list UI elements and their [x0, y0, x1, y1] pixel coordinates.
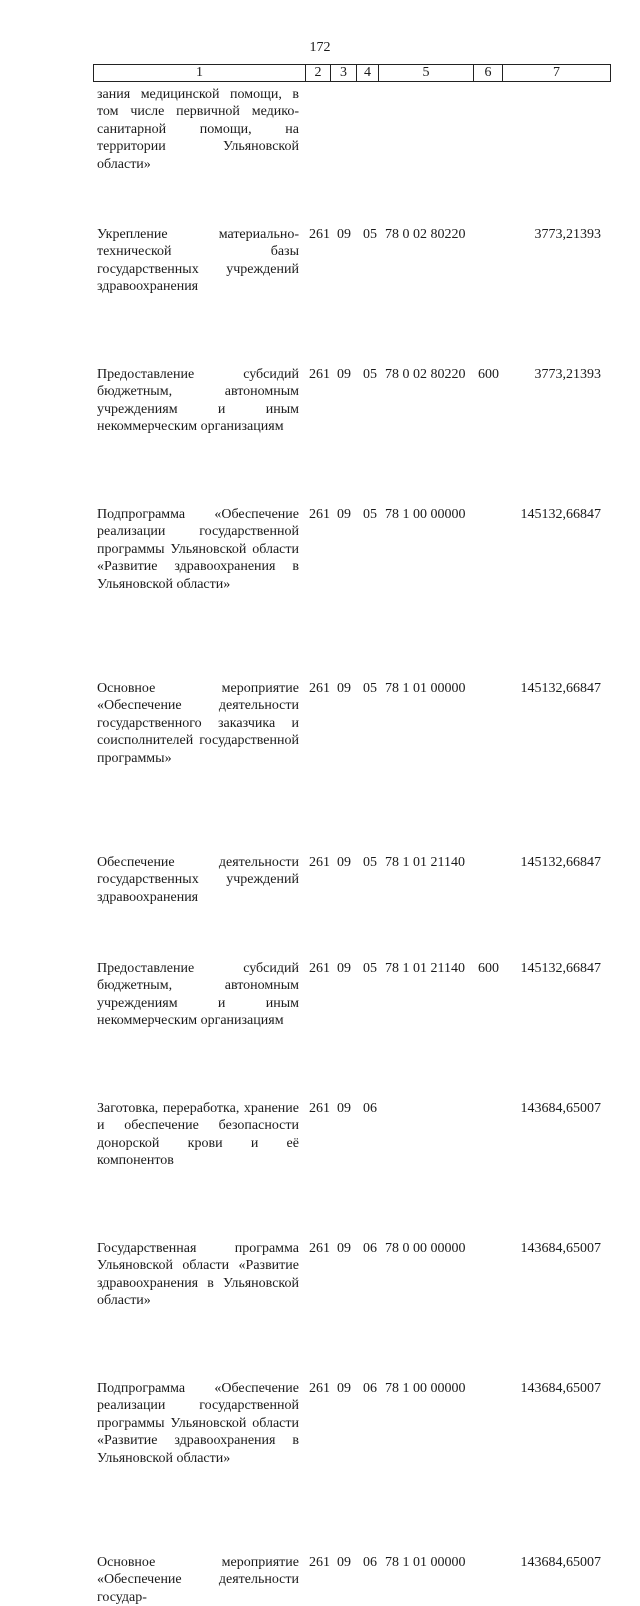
row-col7: 143684,65007 [520, 1241, 601, 1256]
column-header-7: 7 [553, 65, 560, 80]
row-col7: 145132,66847 [520, 681, 601, 696]
row-col5: 78 1 01 21140 [385, 855, 465, 870]
row-col3: 09 [337, 961, 351, 976]
row-col2: 261 [309, 1555, 330, 1570]
row-name: Заготовка, переработка, хранение и обеспечение безопасности донорской крови и её компонентов [97, 1101, 299, 1169]
row-col7: 143684,65007 [520, 1555, 601, 1570]
row-name: Основное мероприятие «Обеспечение деятельности государственного заказчика и соисполнителей государственной программы» [97, 681, 299, 766]
row-col7: 145132,66847 [520, 855, 601, 870]
row-col4: 05 [363, 681, 377, 696]
table-row [0, 506, 640, 593]
row-col5: 78 1 01 21140 [385, 961, 465, 976]
row-col2: 261 [309, 367, 330, 382]
row-col2: 261 [309, 507, 330, 522]
row-col5: 78 0 00 00000 [385, 1241, 466, 1256]
row-col7: 145132,66847 [520, 507, 601, 522]
row-col3: 09 [337, 1381, 351, 1396]
row-name: зания медицинской помощи, в том числе первичной медико-санитарной помощи, на территории Ульяновской области» [97, 87, 299, 172]
row-col2: 261 [309, 1241, 330, 1256]
row-col2: 261 [309, 1101, 330, 1116]
column-header-5: 5 [379, 65, 474, 81]
column-header-4: 4 [357, 65, 379, 81]
column-header-3: 3 [331, 65, 357, 81]
table-row [0, 680, 640, 767]
row-col2: 261 [309, 855, 330, 870]
row-name: Подпрограмма «Обеспечение реализации государственной программы Ульяновской области «Развитие здравоохранения в Ульяновской области» [97, 1381, 299, 1466]
row-col3: 09 [337, 1241, 351, 1256]
row-col3: 09 [337, 1101, 351, 1116]
row-col4: 06 [363, 1555, 377, 1570]
row-col3: 09 [337, 507, 351, 522]
row-col7: 145132,66847 [520, 961, 601, 976]
row-col3: 09 [337, 681, 351, 696]
row-col5: 78 1 00 00000 [385, 507, 466, 522]
row-col4: 05 [363, 227, 377, 242]
row-col5: 78 1 00 00000 [385, 1381, 466, 1396]
table-row [0, 960, 640, 1030]
table-body [0, 86, 640, 1605]
row-col2: 261 [309, 1381, 330, 1396]
row-col3: 09 [337, 227, 351, 242]
row-name: Предоставление субсидий бюджетным, автономным учреждениям и иным некоммерческим организациям [97, 367, 299, 435]
row-col4: 05 [363, 961, 377, 976]
table-row [0, 226, 640, 296]
row-col7: 3773,21393 [534, 227, 601, 242]
row-name: Укрепление материально-технической базы государственных учреждений здравоохранения [97, 227, 299, 295]
row-name: Основное мероприятие «Обеспечение деятельности государ- [97, 1555, 299, 1605]
table-row [0, 1100, 640, 1170]
table-row [0, 1380, 640, 1467]
row-col7: 3773,21393 [534, 367, 601, 382]
table-row [0, 1554, 640, 1605]
row-col4: 06 [363, 1381, 377, 1396]
row-col3: 09 [337, 1555, 351, 1570]
row-name: Предоставление субсидий бюджетным, автономным учреждениям и иным некоммерческим организациям [97, 961, 299, 1029]
row-name: Государственная программа Ульяновской области «Развитие здравоохранения в Ульяновской области» [97, 1241, 299, 1309]
row-col3: 09 [337, 855, 351, 870]
table-row [0, 86, 640, 172]
row-col5: 78 0 02 80220 [385, 227, 466, 242]
column-header-6: 6 [474, 65, 503, 81]
row-col4: 05 [363, 367, 377, 382]
row-col3: 09 [337, 367, 351, 382]
column-header-2: 2 [306, 65, 331, 81]
column-header-1: 1 [94, 65, 306, 81]
row-name: Подпрограмма «Обеспечение реализации государственной программы Ульяновской области «Развитие здравоохранения в Ульяновской области» [97, 507, 299, 592]
row-col5: 78 1 01 00000 [385, 681, 466, 696]
table-row [0, 366, 640, 436]
page-number: 172 [309, 40, 331, 55]
row-col5: 78 0 02 80220 [385, 367, 466, 382]
table-row [0, 854, 640, 907]
row-col6: 600 [478, 367, 499, 382]
row-col7: 143684,65007 [520, 1381, 601, 1396]
row-col2: 261 [309, 227, 330, 242]
row-col2: 261 [309, 961, 330, 976]
row-col6: 600 [478, 961, 499, 976]
table-header [93, 64, 611, 82]
row-col2: 261 [309, 681, 330, 696]
row-name: Обеспечение деятельности государственных учреждений здравоохранения [97, 855, 299, 905]
table-row [0, 1240, 640, 1310]
row-col4: 05 [363, 855, 377, 870]
row-col4: 05 [363, 507, 377, 522]
row-col5: 78 1 01 00000 [385, 1555, 466, 1570]
row-col4: 06 [363, 1241, 377, 1256]
row-col4: 06 [363, 1101, 377, 1116]
row-col7: 143684,65007 [520, 1101, 601, 1116]
